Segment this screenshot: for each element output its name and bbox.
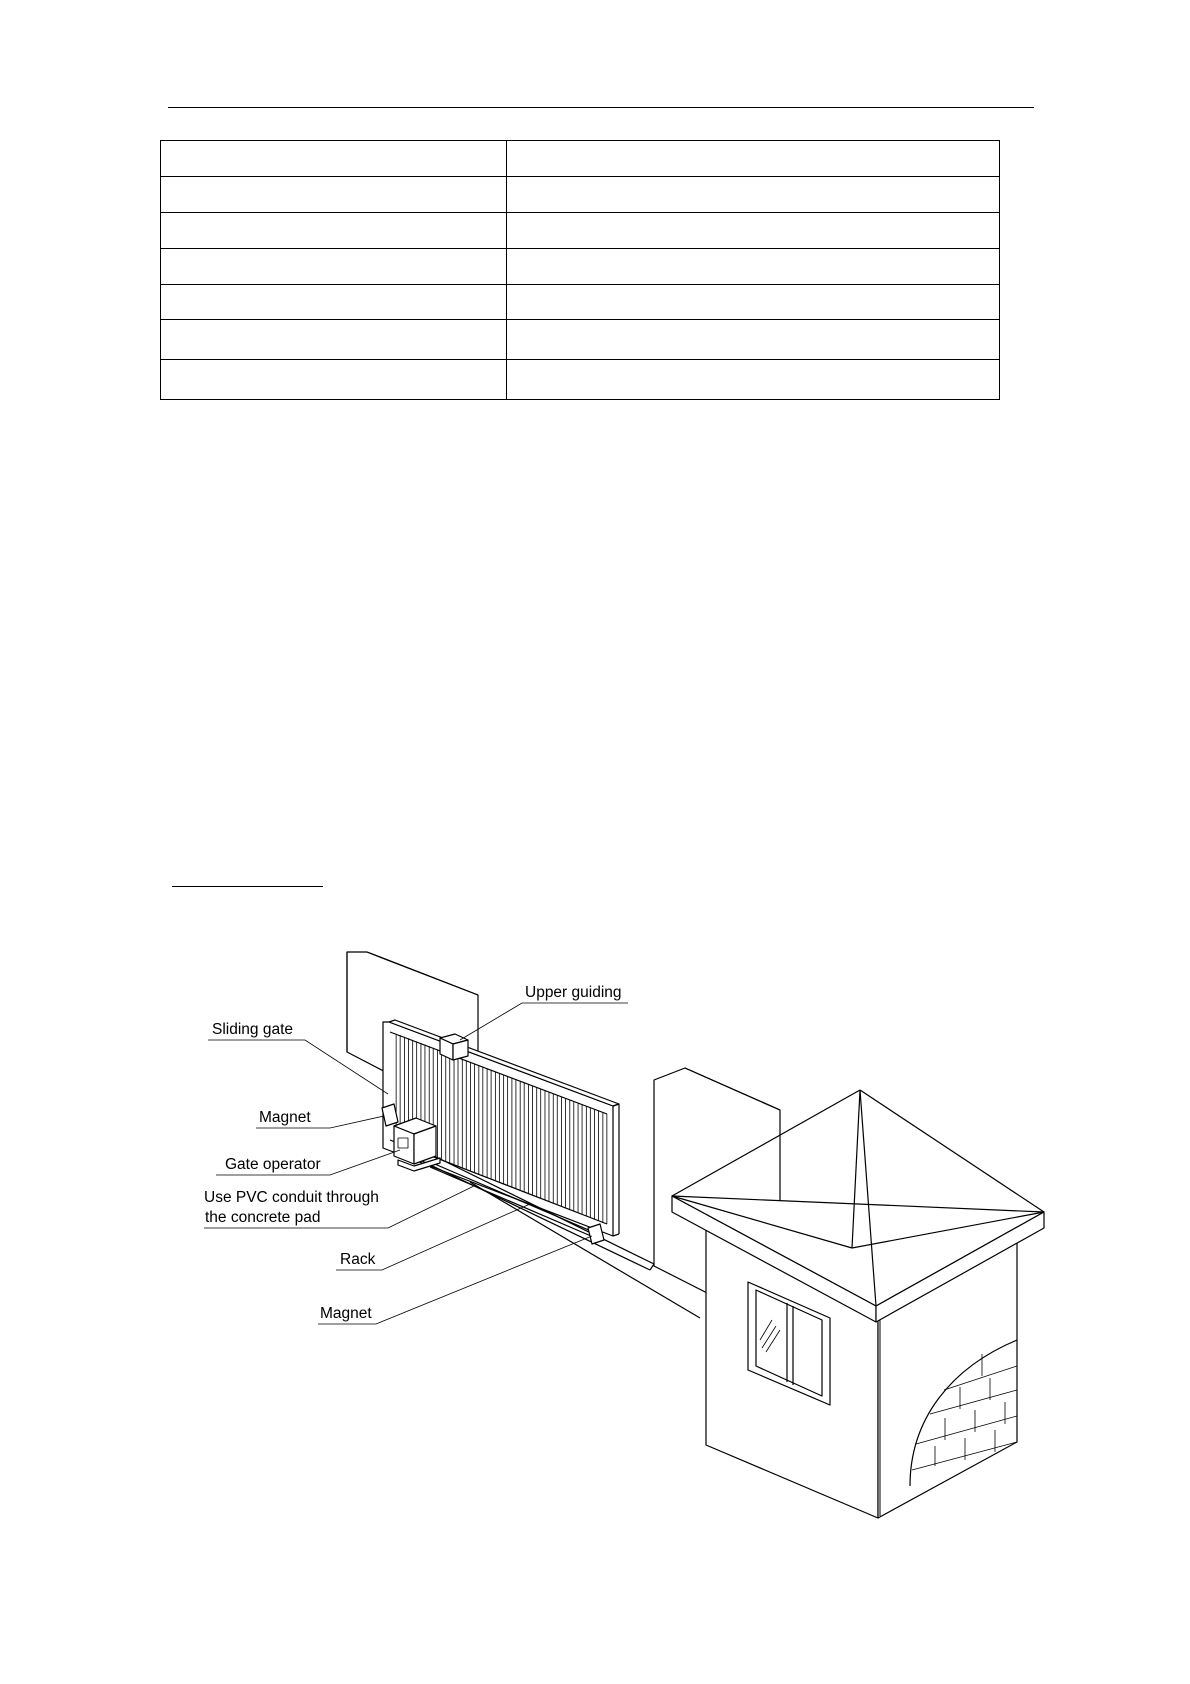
label-magnet-top: Magnet: [259, 1109, 311, 1126]
label-pvc-conduit-line2: the concrete pad: [205, 1209, 321, 1226]
label-gate-operator: Gate operator: [225, 1156, 321, 1173]
label-rack: Rack: [340, 1251, 376, 1268]
label-upper-guiding: Upper guiding: [525, 984, 622, 1001]
gate-operator: [394, 1118, 440, 1171]
label-pvc-conduit-line1: Use PVC conduit through: [204, 1189, 379, 1206]
label-magnet-bottom: Magnet: [320, 1305, 372, 1322]
label-sliding-gate: Sliding gate: [212, 1021, 294, 1038]
leader-upper-guiding: [460, 1003, 628, 1040]
